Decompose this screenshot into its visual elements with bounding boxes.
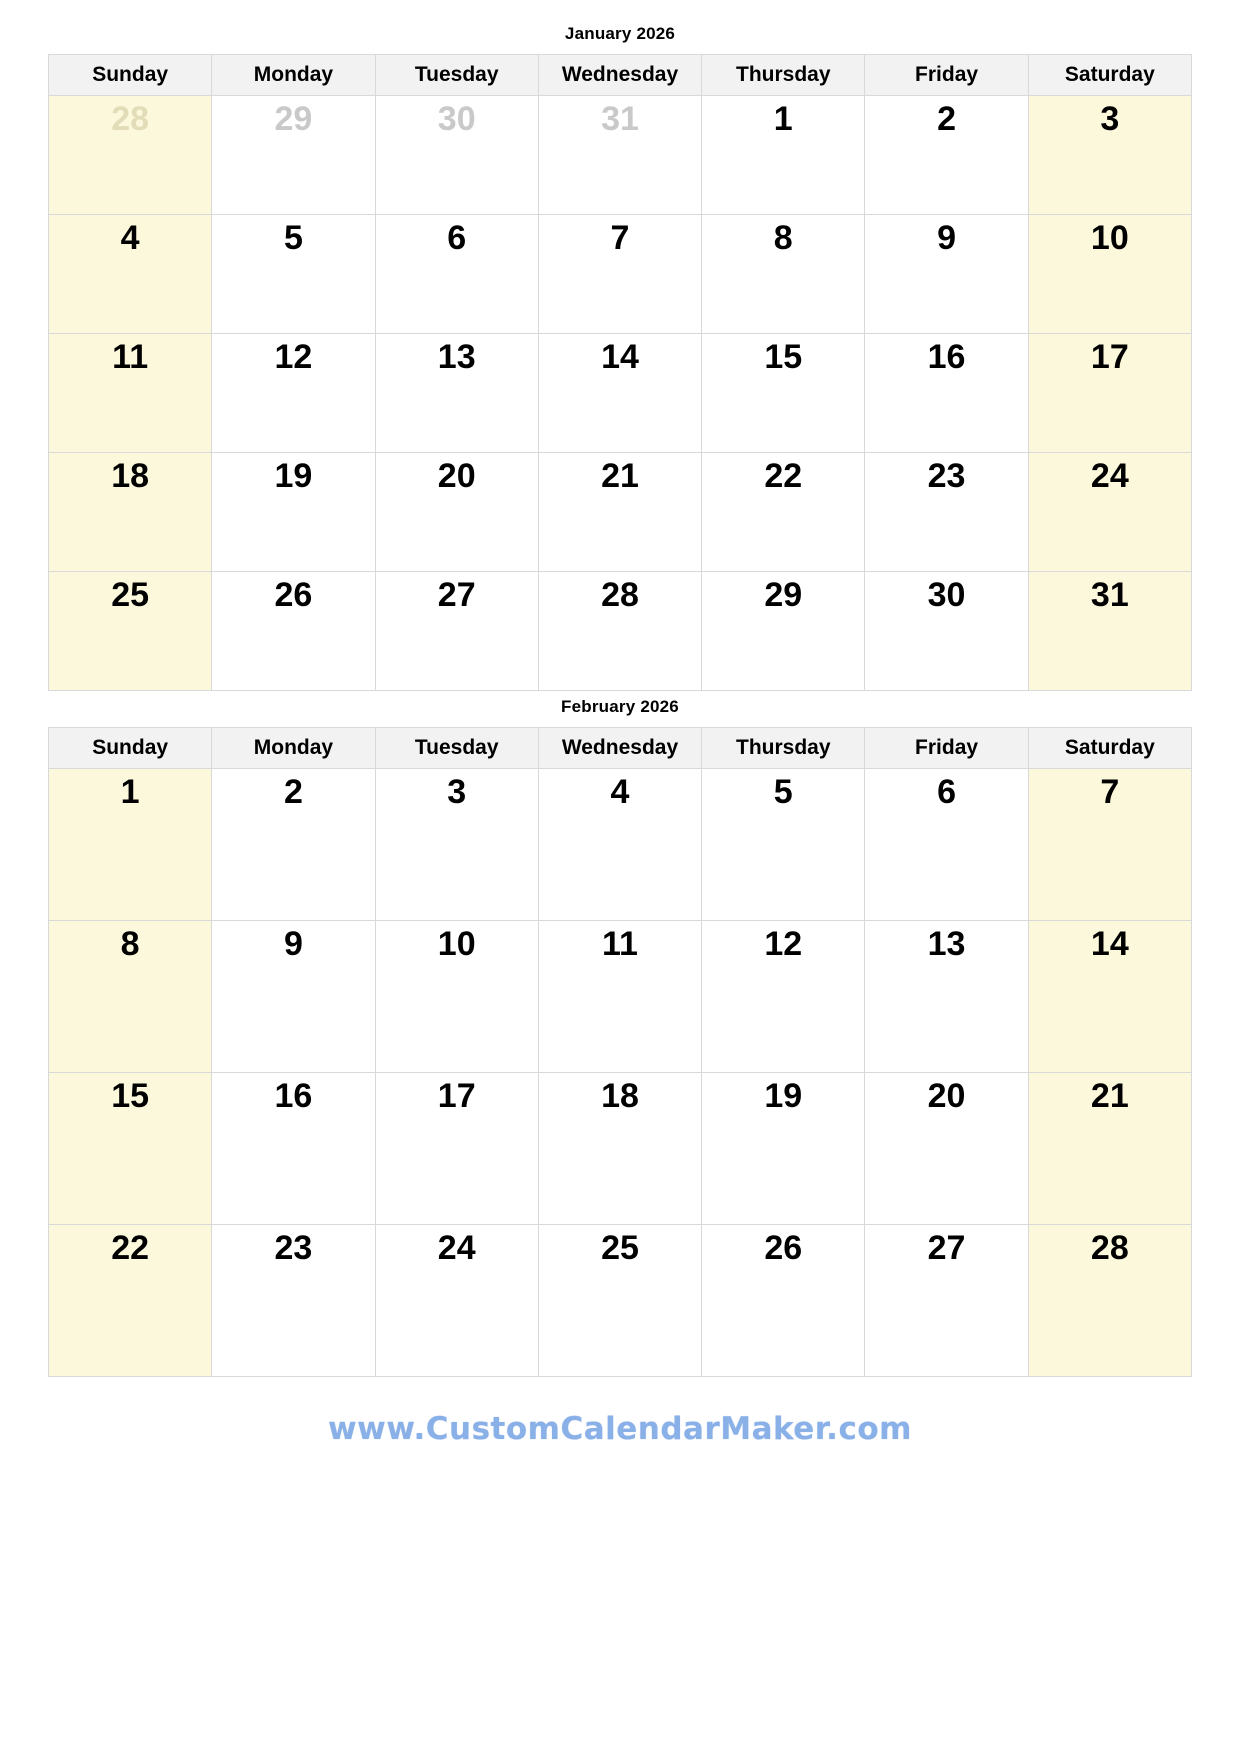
calendar-day-cell[interactable] (212, 453, 375, 572)
month-title-february: February 2026 (561, 697, 679, 716)
month-block-january (48, 18, 1192, 691)
day-number: 4 (120, 219, 140, 257)
calendar-day-cell[interactable] (49, 769, 212, 921)
day-number: 30 (927, 576, 966, 614)
calendar-day-cell[interactable] (49, 96, 212, 215)
day-number: 24 (437, 1229, 476, 1267)
calendar-day-cell[interactable] (49, 572, 212, 691)
day-number: 27 (437, 576, 476, 614)
calendar-day-cell[interactable] (375, 334, 538, 453)
day-number: 26 (764, 1229, 803, 1267)
weekday-header-thursday: Thursday (702, 728, 865, 769)
day-number: 6 (937, 773, 956, 811)
calendar-day-cell[interactable] (702, 921, 865, 1073)
day-number: 30 (437, 100, 476, 138)
day-number: 1 (773, 100, 793, 138)
day-number: 10 (437, 925, 476, 963)
calendar-day-cell[interactable] (212, 921, 375, 1073)
weekday-header-tuesday: Tuesday (375, 55, 538, 96)
calendar-day-cell[interactable] (375, 921, 538, 1073)
calendar-day-cell[interactable] (49, 1225, 212, 1377)
day-number: 28 (111, 100, 150, 138)
calendar-day-cell[interactable] (1028, 1225, 1191, 1377)
calendar-day-cell[interactable] (865, 769, 1028, 921)
calendar-day-cell[interactable] (1028, 453, 1191, 572)
day-number: 1 (120, 773, 140, 811)
calendar-day-cell[interactable] (538, 572, 701, 691)
calendar-body-february (49, 769, 1192, 1377)
calendar-day-cell[interactable] (702, 334, 865, 453)
day-number: 19 (274, 457, 313, 495)
weekday-header-thursday: Thursday (702, 55, 865, 96)
weekday-header-row (49, 55, 1192, 96)
calendar-day-cell[interactable] (865, 96, 1028, 215)
calendar-day-cell[interactable] (865, 215, 1028, 334)
website-url: www.CustomCalendarMaker.com (328, 1411, 912, 1447)
weekday-header-sunday: Sunday (49, 728, 212, 769)
weekday-header-monday: Monday (212, 55, 375, 96)
calendar-day-cell[interactable] (702, 572, 865, 691)
day-number: 26 (274, 576, 313, 614)
calendar-week-row (49, 215, 1192, 334)
calendar-day-cell[interactable] (702, 215, 865, 334)
calendar-week-row (49, 334, 1192, 453)
day-number: 11 (112, 338, 149, 376)
calendar-day-cell[interactable] (865, 453, 1028, 572)
calendar-day-cell[interactable] (538, 215, 701, 334)
weekday-header-monday: Monday (212, 728, 375, 769)
day-number: 9 (283, 925, 303, 963)
calendar-day-cell[interactable] (538, 96, 701, 215)
calendar-day-cell[interactable] (865, 1073, 1028, 1225)
calendar-day-cell[interactable] (538, 1073, 701, 1225)
day-number: 2 (283, 773, 303, 811)
calendar-day-cell[interactable] (212, 96, 375, 215)
calendar-day-cell[interactable] (212, 1225, 375, 1377)
day-number: 11 (602, 925, 638, 963)
weekday-header-friday: Friday (865, 728, 1028, 769)
calendar-day-cell[interactable] (375, 453, 538, 572)
day-number: 24 (1090, 457, 1129, 495)
calendar-day-cell[interactable] (702, 769, 865, 921)
weekday-header-row (49, 728, 1192, 769)
calendar-day-cell[interactable] (1028, 921, 1191, 1073)
day-number: 2 (937, 100, 956, 138)
calendar-day-cell[interactable] (212, 572, 375, 691)
day-number: 10 (1090, 219, 1129, 257)
day-number: 29 (274, 100, 313, 138)
month-title-january: January 2026 (564, 24, 676, 43)
day-number: 7 (610, 219, 630, 257)
weekday-header-sunday: Sunday (49, 55, 212, 96)
day-number: 5 (283, 219, 303, 257)
day-number: 8 (120, 925, 140, 963)
calendar-day-cell[interactable] (538, 453, 701, 572)
calendar-day-cell[interactable] (702, 1073, 865, 1225)
calendar-day-cell[interactable] (702, 453, 865, 572)
calendar-grid-february (48, 727, 1192, 1377)
day-number: 9 (937, 219, 956, 257)
day-number: 17 (1090, 338, 1129, 376)
calendar-day-cell[interactable] (375, 96, 538, 215)
calendar-day-cell[interactable] (702, 96, 865, 215)
weekday-header-saturday: Saturday (1028, 55, 1191, 96)
day-number: 19 (764, 1077, 803, 1115)
calendar-day-cell[interactable] (538, 334, 701, 453)
day-number: 6 (447, 219, 467, 257)
calendar-day-cell[interactable] (1028, 334, 1191, 453)
day-number: 25 (111, 576, 150, 614)
calendar-week-row (49, 769, 1192, 921)
calendar-week-row (49, 572, 1192, 691)
day-number: 28 (1090, 1229, 1129, 1267)
calendar-day-cell[interactable] (212, 1073, 375, 1225)
day-number: 22 (111, 1229, 150, 1267)
calendar-week-row (49, 96, 1192, 215)
day-number: 16 (927, 338, 966, 376)
day-number: 14 (601, 338, 639, 376)
day-number: 28 (601, 576, 639, 614)
calendar-day-cell[interactable] (538, 921, 701, 1073)
day-number: 25 (601, 1229, 639, 1267)
calendar-day-cell[interactable] (375, 572, 538, 691)
day-number: 12 (764, 925, 803, 963)
calendar-week-row (49, 1225, 1192, 1377)
day-number: 21 (1090, 1077, 1129, 1115)
calendar-day-cell[interactable] (702, 1225, 865, 1377)
day-number: 16 (274, 1077, 313, 1115)
day-number: 14 (1090, 925, 1129, 963)
day-number: 23 (274, 1229, 313, 1267)
day-number: 18 (111, 457, 150, 495)
calendar-day-cell[interactable] (212, 215, 375, 334)
calendar-day-cell[interactable] (865, 1225, 1028, 1377)
calendar-day-cell[interactable] (1028, 769, 1191, 921)
calendar-day-cell[interactable] (375, 1073, 538, 1225)
day-number: 23 (927, 457, 966, 495)
calendar-day-cell[interactable] (212, 769, 375, 921)
calendar-day-cell[interactable] (49, 334, 212, 453)
calendar-grid-january (48, 54, 1192, 691)
calendar-day-cell[interactable] (375, 1225, 538, 1377)
weekday-header-tuesday: Tuesday (375, 728, 538, 769)
calendar-day-cell[interactable] (49, 921, 212, 1073)
calendar-day-cell[interactable] (1028, 96, 1191, 215)
day-number: 31 (601, 100, 639, 138)
calendar-day-cell[interactable] (1028, 572, 1191, 691)
day-number: 3 (1100, 100, 1120, 138)
day-number: 13 (437, 338, 476, 376)
calendar-day-cell[interactable] (49, 453, 212, 572)
day-number: 5 (773, 773, 793, 811)
calendar-day-cell[interactable] (865, 921, 1028, 1073)
month-block-february (48, 691, 1192, 1377)
calendar-day-cell[interactable] (1028, 215, 1191, 334)
calendar-week-row (49, 921, 1192, 1073)
day-number: 21 (601, 457, 639, 495)
footer (48, 1411, 1192, 1447)
calendar-day-cell[interactable] (212, 334, 375, 453)
calendar-day-cell[interactable] (375, 769, 538, 921)
calendar-day-cell[interactable] (865, 334, 1028, 453)
day-number: 15 (764, 338, 803, 376)
calendar-day-cell[interactable] (375, 215, 538, 334)
day-number: 27 (927, 1229, 966, 1267)
day-number: 8 (773, 219, 793, 257)
day-number: 17 (437, 1077, 476, 1115)
day-number: 13 (927, 925, 966, 963)
day-number: 18 (601, 1077, 639, 1115)
day-number: 29 (764, 576, 803, 614)
day-number: 31 (1090, 576, 1129, 614)
weekday-header-wednesday: Wednesday (538, 55, 701, 96)
day-number: 12 (274, 338, 313, 376)
day-number: 3 (447, 773, 467, 811)
calendar-day-cell[interactable] (865, 572, 1028, 691)
calendar-week-row (49, 1073, 1192, 1225)
day-number: 7 (1100, 773, 1120, 811)
day-number: 15 (111, 1077, 150, 1115)
calendar-body-january (49, 96, 1192, 691)
day-number: 22 (764, 457, 803, 495)
day-number: 20 (927, 1077, 966, 1115)
calendar-day-cell[interactable] (1028, 1073, 1191, 1225)
calendar-week-row (49, 453, 1192, 572)
weekday-header-wednesday: Wednesday (538, 728, 701, 769)
day-number: 20 (437, 457, 476, 495)
calendar-day-cell[interactable] (538, 769, 701, 921)
day-number: 4 (610, 773, 630, 811)
weekday-header-friday: Friday (865, 55, 1028, 96)
weekday-header-saturday: Saturday (1028, 728, 1191, 769)
calendar-day-cell[interactable] (49, 1073, 212, 1225)
calendar-day-cell[interactable] (49, 215, 212, 334)
calendar-day-cell[interactable] (538, 1225, 701, 1377)
